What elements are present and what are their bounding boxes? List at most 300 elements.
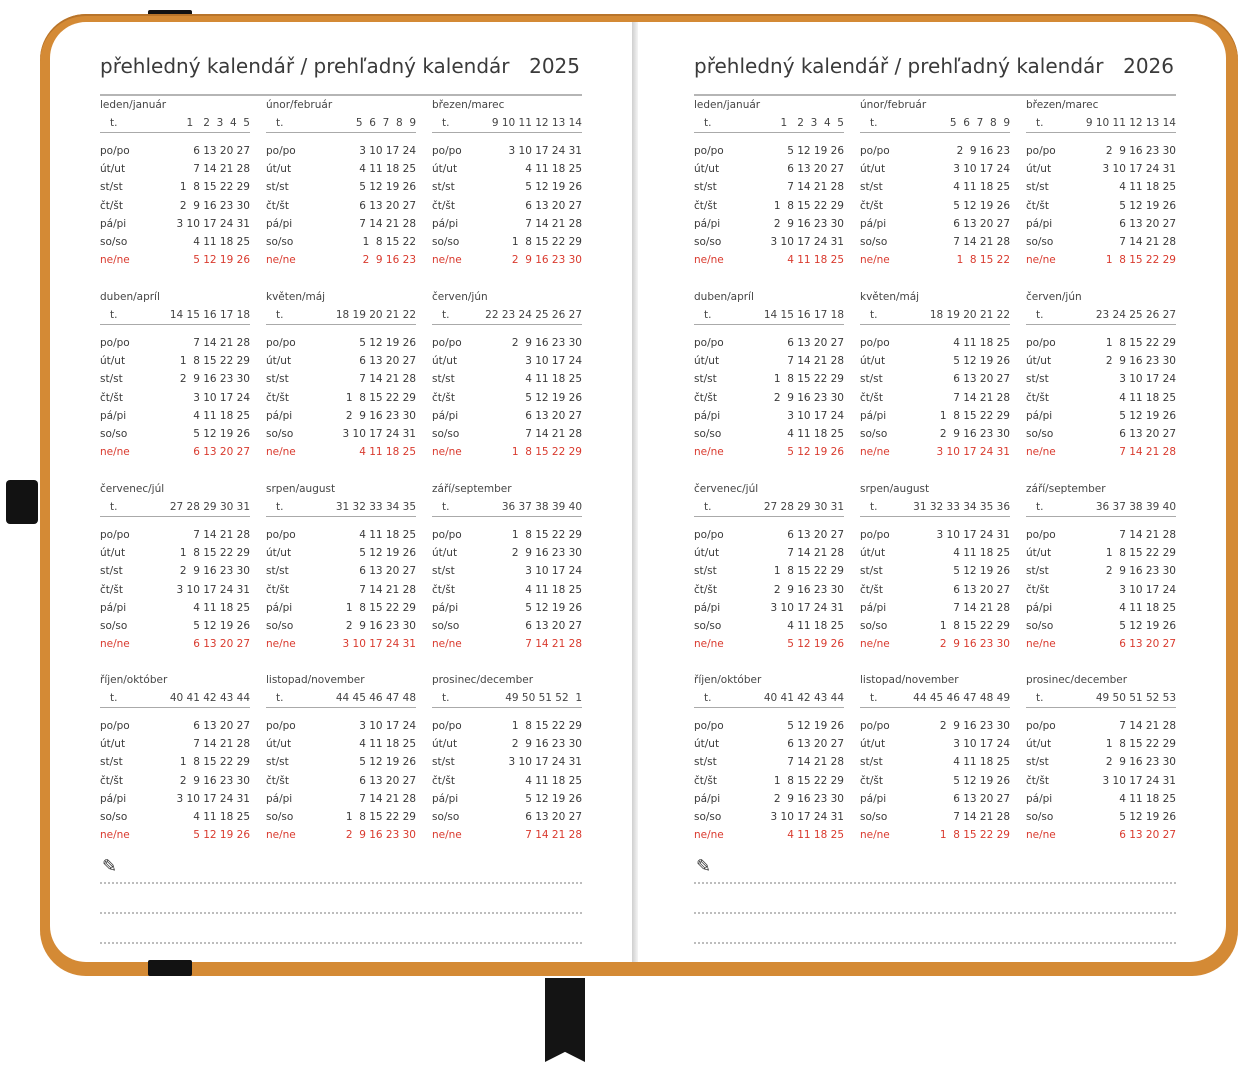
weekday-row [860, 407, 1010, 425]
sunday-row [1026, 635, 1176, 653]
day-dates: 3 10 17 24 [953, 738, 1010, 751]
week-numbers: 18 19 20 21 22 [335, 309, 416, 321]
weekday-row [860, 334, 1010, 352]
day-label: st/st [100, 181, 123, 194]
day-label: st/st [100, 373, 123, 386]
weekday-row [694, 197, 844, 215]
week-numbers: 36 37 38 39 40 [1095, 501, 1176, 513]
weekday-row [432, 197, 582, 215]
day-dates: 2 9 16 23 30 [179, 774, 250, 787]
day-dates: 7 14 21 28 [787, 355, 844, 368]
day-label: po/po [860, 337, 890, 349]
month-name: červenec/júl [694, 483, 759, 495]
day-dates: 7 14 21 28 [1119, 235, 1176, 248]
day-label: so/so [100, 427, 128, 440]
day-label: st/st [1026, 565, 1049, 578]
weekday-row [860, 717, 1010, 735]
month-block [860, 482, 1010, 653]
day-dates: 2 9 16 23 30 [773, 391, 844, 404]
week-label: t. [276, 501, 284, 513]
day-dates: 7 14 21 28 [953, 235, 1010, 248]
day-label: st/st [860, 181, 883, 194]
week-label: t. [704, 692, 712, 704]
day-dates: 4 11 18 25 [1119, 181, 1176, 194]
day-label: so/so [694, 427, 722, 440]
day-label: so/so [100, 235, 128, 248]
weekday-row [100, 526, 250, 544]
sunday-row [860, 826, 1010, 844]
day-dates: 3 10 17 24 31 [936, 529, 1010, 541]
day-dates: 5 12 19 26 [193, 619, 250, 632]
day-dates: 2 9 16 23 30 [773, 792, 844, 805]
day-label: st/st [266, 756, 289, 769]
day-dates: 5 12 19 26 [787, 638, 844, 651]
day-dates: 1 8 15 22 29 [179, 547, 250, 560]
weekday-row [1026, 526, 1176, 544]
month-name: červen/jún [1026, 291, 1082, 303]
week-numbers: 5 6 7 8 9 [949, 117, 1010, 129]
day-label: po/po [100, 720, 130, 732]
day-dates: 6 13 20 27 [359, 199, 416, 212]
day-label: so/so [860, 810, 888, 823]
day-dates: 2 9 16 23 30 [939, 720, 1010, 732]
weekday-row [694, 599, 844, 617]
day-dates: 1 8 15 22 29 [773, 774, 844, 787]
day-label: so/so [432, 619, 460, 632]
day-dates: 7 14 21 28 [953, 601, 1010, 614]
month-name: květen/máj [266, 291, 326, 303]
day-dates: 5 12 19 26 [1119, 619, 1176, 632]
weekday-row [432, 215, 582, 233]
day-dates: 5 12 19 26 [193, 427, 250, 440]
week-numbers-row [100, 308, 250, 325]
day-dates: 5 12 19 26 [525, 391, 582, 404]
day-label: ne/ne [432, 446, 462, 459]
weekday-row [860, 370, 1010, 388]
month-block [694, 290, 844, 461]
day-dates: 1 8 15 22 29 [179, 355, 250, 368]
note-line [694, 912, 1176, 914]
day-label: čt/št [100, 391, 124, 404]
week-label: t. [442, 117, 450, 129]
day-label: po/po [694, 145, 724, 157]
week-numbers: 5 6 7 8 9 [355, 117, 416, 129]
month-name: srpen/august [860, 483, 930, 495]
day-label: po/po [694, 529, 724, 541]
day-label: čt/št [694, 391, 718, 404]
weekday-row [432, 142, 582, 160]
day-label: so/so [1026, 427, 1054, 440]
day-dates: 4 11 18 25 [953, 181, 1010, 194]
week-numbers-row [100, 500, 250, 517]
weekday-row [432, 544, 582, 562]
day-label: út/ut [860, 738, 886, 751]
day-label: čt/št [694, 199, 718, 212]
day-dates: 7 14 21 28 [953, 391, 1010, 404]
day-label: so/so [1026, 619, 1054, 632]
sunday-row [860, 443, 1010, 461]
weekday-row [1026, 753, 1176, 771]
weekday-row [432, 233, 582, 251]
day-label: čt/št [860, 774, 884, 787]
day-dates: 2 9 16 23 30 [345, 829, 416, 842]
weekday-row [100, 389, 250, 407]
day-label: út/ut [694, 163, 720, 176]
weekday-row [266, 370, 416, 388]
day-dates: 3 10 17 24 [359, 720, 416, 732]
day-label: pá/pi [266, 792, 293, 805]
weekday-row [266, 407, 416, 425]
weekday-row [1026, 717, 1176, 735]
weekday-row [1026, 142, 1176, 160]
day-label: čt/št [1026, 774, 1050, 787]
day-dates: 2 9 16 23 30 [939, 427, 1010, 440]
weekday-row [266, 389, 416, 407]
day-dates: 3 10 17 24 31 [508, 145, 582, 157]
weekday-row [266, 425, 416, 443]
day-dates: 5 12 19 26 [525, 181, 582, 194]
sunday-row [694, 635, 844, 653]
weekday-row [694, 160, 844, 178]
day-dates: 1 8 15 22 29 [1105, 738, 1176, 751]
weekday-row [1026, 233, 1176, 251]
day-dates: 1 8 15 22 29 [179, 756, 250, 769]
week-numbers: 44 45 46 47 48 49 [913, 692, 1010, 704]
page-title: přehledný kalendář / prehľadný kalendár [694, 54, 1104, 78]
day-dates: 7 14 21 28 [193, 163, 250, 176]
week-label: t. [704, 309, 712, 321]
day-dates: 7 14 21 28 [787, 181, 844, 194]
day-label: so/so [100, 810, 128, 823]
weekday-row [694, 772, 844, 790]
weekday-row [694, 142, 844, 160]
page-header [694, 54, 1176, 96]
day-label: út/ut [694, 547, 720, 560]
day-dates: 6 13 20 27 [359, 355, 416, 368]
day-dates: 1 8 15 22 29 [773, 565, 844, 578]
day-label: pá/pi [860, 792, 887, 805]
day-dates: 7 14 21 28 [525, 638, 582, 651]
week-numbers: 14 15 16 17 18 [169, 309, 250, 321]
pencil-icon: ✎ [102, 856, 118, 877]
day-label: čt/št [266, 199, 290, 212]
day-dates: 5 12 19 26 [359, 181, 416, 194]
weekday-row [1026, 407, 1176, 425]
weekday-row [100, 425, 250, 443]
weekday-row [694, 544, 844, 562]
day-label: út/ut [432, 163, 458, 176]
day-label: čt/št [266, 583, 290, 596]
day-label: po/po [100, 145, 130, 157]
weekday-row [100, 233, 250, 251]
day-label: čt/št [1026, 199, 1050, 212]
day-dates: 4 11 18 25 [525, 373, 582, 386]
day-label: ne/ne [266, 446, 296, 459]
weekday-row [694, 717, 844, 735]
day-dates: 2 9 16 23 30 [511, 738, 582, 751]
weekday-row [1026, 735, 1176, 753]
day-dates: 5 12 19 26 [787, 446, 844, 459]
day-dates: 3 10 17 24 31 [770, 601, 844, 614]
day-label: ne/ne [694, 829, 724, 842]
day-label: ne/ne [100, 829, 130, 842]
day-label: po/po [432, 720, 462, 732]
day-label: čt/št [432, 774, 456, 787]
day-dates: 7 14 21 28 [359, 583, 416, 596]
day-dates: 4 11 18 25 [787, 619, 844, 632]
day-dates: 3 10 17 24 [1119, 373, 1176, 386]
day-dates: 6 13 20 27 [359, 565, 416, 578]
day-dates: 3 10 17 24 [525, 565, 582, 578]
weekday-row [432, 717, 582, 735]
day-label: pá/pi [432, 409, 459, 422]
weekday-row [266, 772, 416, 790]
day-label: čt/št [1026, 583, 1050, 596]
week-label: t. [704, 501, 712, 513]
day-label: pá/pi [1026, 409, 1053, 422]
week-label: t. [1036, 117, 1044, 129]
day-dates: 1 8 15 22 29 [179, 181, 250, 194]
weekday-row [266, 717, 416, 735]
day-label: pá/pi [694, 792, 721, 805]
weekday-row [694, 370, 844, 388]
day-label: ne/ne [860, 446, 890, 459]
week-numbers-row [266, 691, 416, 708]
day-label: pá/pi [1026, 217, 1053, 230]
week-label: t. [870, 501, 878, 513]
day-label: út/ut [100, 163, 126, 176]
month-block [694, 98, 844, 269]
day-label: út/ut [266, 547, 292, 560]
day-label: út/ut [1026, 163, 1052, 176]
day-dates: 3 10 17 24 [525, 355, 582, 368]
weekday-row [266, 526, 416, 544]
day-label: po/po [860, 145, 890, 157]
week-numbers-row [266, 500, 416, 517]
day-dates: 2 9 16 23 30 [939, 638, 1010, 651]
month-name: říjen/október [100, 674, 168, 686]
week-numbers-row [1026, 308, 1176, 325]
day-label: po/po [432, 529, 462, 541]
day-label: čt/št [266, 774, 290, 787]
weekday-row [694, 389, 844, 407]
day-label: pá/pi [694, 409, 721, 422]
day-label: st/st [694, 181, 717, 194]
day-dates: 3 10 17 24 31 [936, 446, 1010, 459]
day-dates: 7 14 21 28 [1119, 529, 1176, 541]
weekday-row [100, 160, 250, 178]
month-block [100, 673, 250, 844]
weekday-row [100, 142, 250, 160]
day-label: po/po [266, 145, 296, 157]
day-label: po/po [860, 529, 890, 541]
weekday-row [694, 808, 844, 826]
day-dates: 5 12 19 26 [953, 774, 1010, 787]
week-numbers: 22 23 24 25 26 27 [485, 309, 582, 321]
day-label: ne/ne [694, 254, 724, 267]
month-block [100, 98, 250, 269]
weekday-row [432, 790, 582, 808]
month-name: květen/máj [860, 291, 920, 303]
month-name: březen/marec [432, 99, 505, 111]
weekday-row [860, 581, 1010, 599]
day-dates: 7 14 21 28 [1119, 720, 1176, 732]
day-label: so/so [266, 235, 294, 248]
weekday-row [266, 562, 416, 580]
week-numbers: 23 24 25 26 27 [1095, 309, 1176, 321]
weekday-row [100, 544, 250, 562]
day-label: po/po [266, 720, 296, 732]
day-label: st/st [694, 373, 717, 386]
day-label: ne/ne [860, 638, 890, 651]
day-label: po/po [432, 145, 462, 157]
day-label: st/st [266, 373, 289, 386]
month-name: únor/február [860, 99, 927, 111]
month-name: srpen/august [266, 483, 336, 495]
day-dates: 7 14 21 28 [953, 810, 1010, 823]
day-dates: 1 8 15 22 29 [1105, 254, 1176, 267]
day-dates: 1 8 15 22 29 [939, 619, 1010, 632]
day-dates: 6 13 20 27 [1119, 217, 1176, 230]
week-label: t. [110, 309, 118, 321]
weekday-row [860, 790, 1010, 808]
day-label: út/ut [432, 547, 458, 560]
month-name: červen/jún [432, 291, 488, 303]
day-dates: 4 11 18 25 [787, 427, 844, 440]
day-dates: 6 13 20 27 [953, 583, 1010, 596]
day-dates: 2 9 16 23 30 [1105, 145, 1176, 157]
weekday-row [100, 215, 250, 233]
sunday-row [100, 251, 250, 269]
month-block [432, 482, 582, 653]
weekday-row [1026, 790, 1176, 808]
sunday-row [266, 826, 416, 844]
day-dates: 4 11 18 25 [193, 235, 250, 248]
day-label: pá/pi [1026, 601, 1053, 614]
day-dates: 3 10 17 24 [1119, 583, 1176, 596]
weekday-row [860, 544, 1010, 562]
weekday-row [694, 178, 844, 196]
sunday-row [100, 826, 250, 844]
day-label: út/ut [1026, 738, 1052, 751]
day-label: čt/št [694, 583, 718, 596]
month-block [266, 98, 416, 269]
bookmark-ribbon [545, 978, 585, 1062]
day-label: so/so [694, 619, 722, 632]
weekday-row [100, 334, 250, 352]
day-dates: 3 10 17 24 [953, 163, 1010, 176]
day-dates: 1 8 15 22 29 [939, 829, 1010, 842]
weekday-row [266, 160, 416, 178]
month-block [860, 290, 1010, 461]
day-label: pá/pi [432, 792, 459, 805]
week-numbers: 31 32 33 34 35 [335, 501, 416, 513]
day-dates: 1 8 15 22 29 [773, 373, 844, 386]
weekday-row [1026, 178, 1176, 196]
day-label: út/ut [694, 738, 720, 751]
week-numbers: 49 50 51 52 1 [505, 692, 582, 704]
weekday-row [100, 717, 250, 735]
day-dates: 4 11 18 25 [1119, 792, 1176, 805]
day-dates: 6 13 20 27 [359, 774, 416, 787]
month-name: listopad/november [860, 674, 959, 686]
day-dates: 7 14 21 28 [359, 373, 416, 386]
week-numbers-row [432, 308, 582, 325]
page-header [100, 54, 582, 96]
week-numbers-row [860, 308, 1010, 325]
day-dates: 6 13 20 27 [787, 337, 844, 349]
day-label: čt/št [1026, 391, 1050, 404]
day-dates: 4 11 18 25 [359, 163, 416, 176]
day-label: ne/ne [860, 829, 890, 842]
weekday-row [266, 790, 416, 808]
day-label: pá/pi [860, 409, 887, 422]
day-label: st/st [860, 373, 883, 386]
day-label: so/so [432, 427, 460, 440]
weekday-row [694, 334, 844, 352]
day-label: út/ut [694, 355, 720, 368]
weekday-row [266, 808, 416, 826]
day-label: so/so [432, 810, 460, 823]
sunday-row [1026, 443, 1176, 461]
day-label: út/ut [100, 738, 126, 751]
day-label: út/ut [100, 355, 126, 368]
week-numbers: 1 2 3 4 5 [186, 117, 250, 129]
day-label: pá/pi [100, 217, 127, 230]
day-label: ne/ne [266, 638, 296, 651]
weekday-row [100, 581, 250, 599]
day-label: st/st [1026, 373, 1049, 386]
weekday-row [860, 808, 1010, 826]
weekday-row [100, 562, 250, 580]
weekday-row [860, 735, 1010, 753]
notebook-spine [632, 22, 638, 962]
day-dates: 6 13 20 27 [525, 409, 582, 422]
day-label: st/st [432, 373, 455, 386]
weekday-row [1026, 617, 1176, 635]
day-label: st/st [860, 565, 883, 578]
day-dates: 2 9 16 23 30 [511, 547, 582, 560]
weekday-row [100, 352, 250, 370]
weekday-row [1026, 808, 1176, 826]
day-label: čt/št [100, 583, 124, 596]
day-dates: 7 14 21 28 [193, 738, 250, 751]
week-numbers: 27 28 29 30 31 [169, 501, 250, 513]
weekday-row [694, 215, 844, 233]
day-dates: 7 14 21 28 [787, 547, 844, 560]
day-dates: 1 8 15 22 [362, 235, 416, 248]
month-block [100, 290, 250, 461]
day-dates: 6 13 20 27 [193, 720, 250, 732]
week-numbers: 44 45 46 47 48 [335, 692, 416, 704]
sunday-row [694, 826, 844, 844]
day-dates: 2 9 16 23 30 [773, 583, 844, 596]
day-label: čt/št [100, 774, 124, 787]
day-label: pá/pi [266, 409, 293, 422]
weekday-row [694, 753, 844, 771]
day-dates: 6 13 20 27 [525, 199, 582, 212]
day-label: pá/pi [266, 601, 293, 614]
day-dates: 4 11 18 25 [193, 409, 250, 422]
day-label: čt/št [100, 199, 124, 212]
weekday-row [1026, 334, 1176, 352]
sunday-row [266, 443, 416, 461]
day-dates: 5 12 19 26 [787, 720, 844, 732]
week-numbers: 18 19 20 21 22 [929, 309, 1010, 321]
day-dates: 4 11 18 25 [1119, 601, 1176, 614]
day-label: ne/ne [100, 254, 130, 267]
day-dates: 1 8 15 22 [956, 254, 1010, 267]
